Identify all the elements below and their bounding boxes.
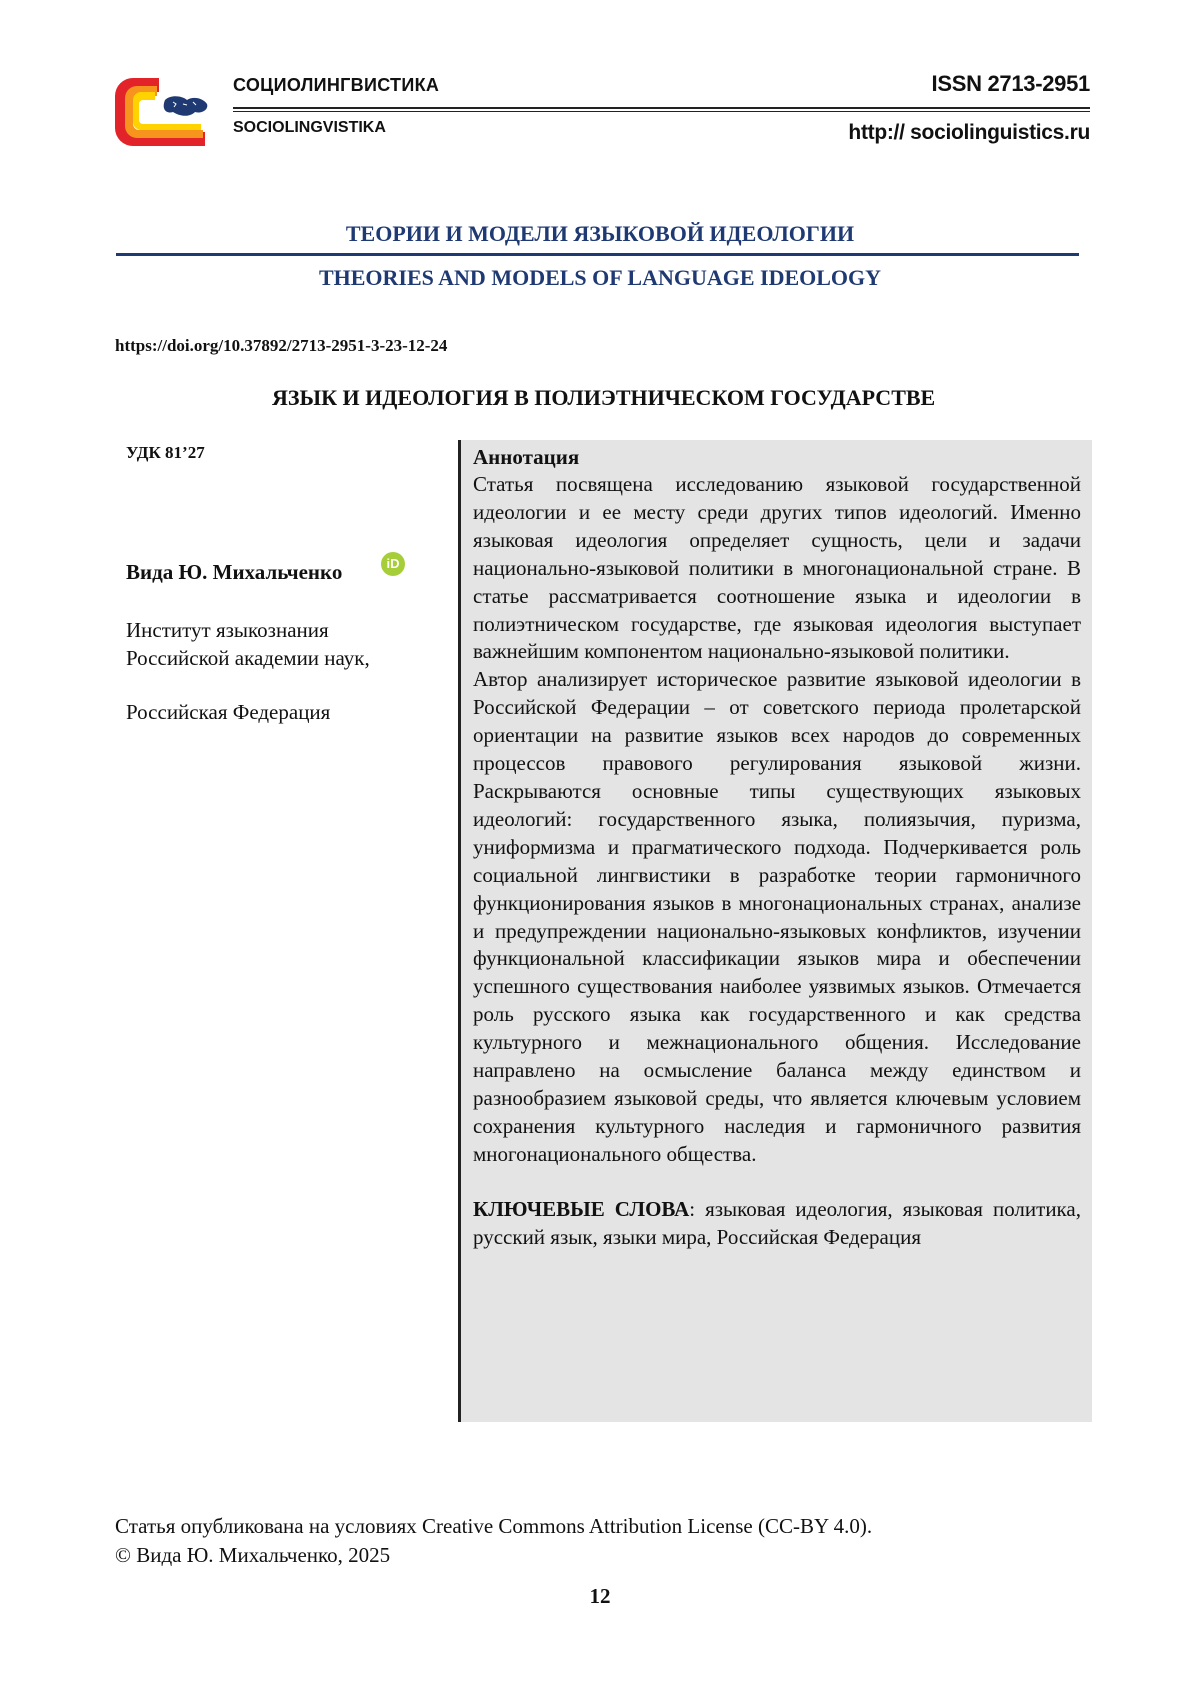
doi-link[interactable]: https://doi.org/10.37892/2713-2951-3-23-12-24	[115, 336, 448, 355]
abstract-paragraph: Автор анализирует историческое развитие языковой идеологии в Российской Федерации – от советского периода пролетарской ориентации на развитие языков всех народов до современных процессов правового регулирования языковой жизни. Раскрываются основные типы существующих языковых идеологий: государственного языка, полиязычия, пуризма, униформизма и прагматического подхода. Подчеркивается роль социальной лингвистики в разработке теории гармоничного функционирования языков в многонациональных странах, анализе и предупреждении национально-языковых конфликтов, изучении функциональной классификации языков мира и обеспечении успешного существования наиболее уязвимых языков. Отмечается роль русского языка как государственного и как средства культурного и межнационального общения. Исследование направлено на осмысление баланса между единством и разнообразием языковой среды, что является ключевым условием сохранения культурного наследия и гармоничного развития многонационального общества.	[473, 667, 1081, 1166]
page-number: 12	[589, 1584, 611, 1608]
author-country: Российская Федерация	[126, 700, 331, 724]
journal-name-en: SOCIOLINGVISTIKA	[233, 119, 386, 136]
section-divider	[116, 253, 1079, 256]
journal-url-link[interactable]: http:// sociolinguistics.ru	[848, 121, 1090, 144]
journal-name-ru: СОЦИОЛИНГВИСТИКА	[233, 75, 440, 95]
abstract-heading: Аннотация	[473, 445, 580, 469]
section-title-ru: ТЕОРИИ И МОДЕЛИ ЯЗЫКОВОЙ ИДЕОЛОГИИ	[345, 221, 855, 246]
article-title: ЯЗЫК И ИДЕОЛОГИЯ В ПОЛИЭТНИЧЕСКОМ ГОСУДАРСТВЕ	[272, 385, 936, 410]
orcid-icon[interactable]: iD	[381, 552, 405, 576]
keywords-list: : языковая идеология, языковая политика, русский язык, языки мира, Российская Федерация	[473, 1196, 1082, 1249]
author-affiliation: Институт языкознания Российской академии наук,	[126, 618, 370, 670]
udc-code: УДК 81’27	[126, 443, 205, 462]
license-text: Статья опубликована на условиях Creative Commons Attribution License (CC-BY 4.0).	[115, 1514, 873, 1538]
header-rule	[233, 111, 1090, 112]
journal-logo-icon	[113, 74, 213, 150]
spacer	[473, 1169, 1081, 1196]
copyright-text: © Вида Ю. Михальченко, 2025	[115, 1543, 391, 1567]
author-name: Вида Ю. Михальченко	[126, 560, 343, 584]
abstract-paragraph: Статья посвящена исследованию языковой государственной идеологии и ее месту среди других типов идеологий. Именно языковая идеология определяет сущность, цели и задачи национально-языковой политики в многонациональной стране. В статье рассматривается соотношение языка и идеологии в полиэтническом государстве, где языковая идеология выступает важнейшим компонентом национально-языковой политики.	[473, 472, 1081, 664]
section-title-en: THEORIES AND MODELS OF LANGUAGE IDEOLOGY	[318, 265, 882, 290]
abstract-panel	[458, 440, 1092, 1422]
license-notice	[115, 1512, 872, 1570]
keywords-label: КЛЮЧЕВЫЕ СЛОВА	[473, 1196, 690, 1221]
header-rule	[233, 107, 1090, 109]
issn: ISSN 2713-2951	[931, 71, 1090, 96]
keywords	[473, 1196, 1081, 1252]
